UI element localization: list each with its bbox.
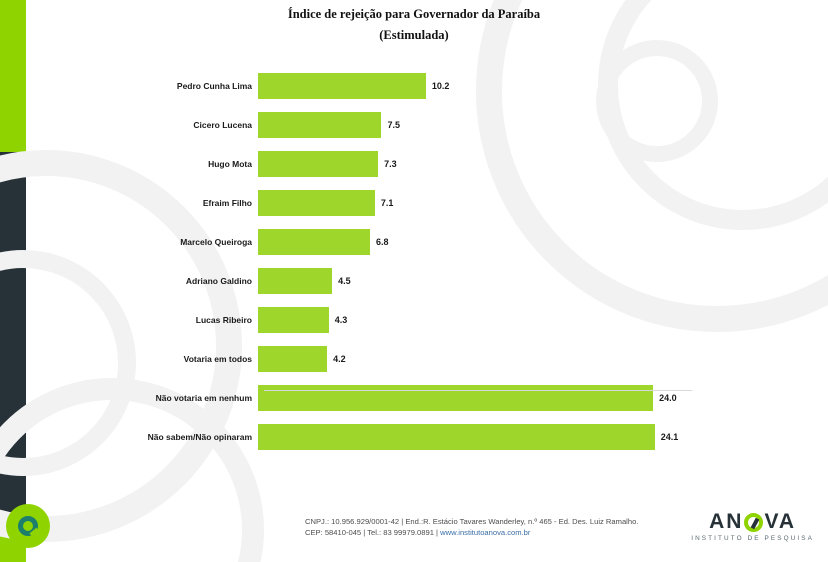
bar-chart: [0, 66, 828, 466]
brand-name: [691, 510, 814, 534]
bar-row: [0, 300, 828, 339]
bar-row: [0, 261, 828, 300]
footer-line-1: CNPJ.: 10.956.929/0001-42 | End.:R. Estácio Tavares Wanderley, n.º 465 - Ed. Des. Luiz Ramalho.: [305, 517, 639, 526]
bar-wrapper: [258, 385, 677, 411]
bar: [258, 307, 329, 333]
bar-row: [0, 66, 828, 105]
bar-row: [0, 222, 828, 261]
bar-value-label: 7.1: [380, 197, 394, 208]
bar-value-label: 24.1: [660, 431, 679, 442]
bar-category-label: Lucas Ribeiro: [195, 314, 252, 325]
bar-row: [0, 183, 828, 222]
bar-value-label: 7.5: [387, 119, 400, 130]
bar-category-label: Efraim Filho: [202, 197, 252, 208]
bar: [258, 268, 332, 294]
footer-contact-text: [305, 516, 638, 538]
bar: [258, 385, 653, 411]
bar-category-label: Votaria em todos: [183, 353, 252, 364]
bar-value-label: 7.3: [384, 158, 397, 169]
bar-category-label: Não sabem/Não opinaram: [147, 431, 252, 442]
bar-category-label: Pedro Cunha Lima: [176, 80, 252, 91]
bar: [258, 112, 381, 138]
footer-line-2: [305, 527, 638, 538]
bar: [258, 151, 378, 177]
chart-baseline: [264, 390, 692, 391]
bar: [258, 424, 655, 450]
bar-wrapper: [258, 424, 678, 450]
page-title: Índice de rejeição para Governador da Paraíba: [287, 7, 541, 21]
page-subtitle: (Estimulada): [379, 28, 449, 42]
bar-value-label: 24.0: [659, 392, 677, 403]
bar-wrapper: [258, 307, 347, 333]
bar-value-label: 6.8: [375, 236, 389, 247]
bar-value-label: 4.5: [338, 275, 351, 286]
bar-wrapper: [258, 229, 388, 255]
bar: [258, 73, 426, 99]
footer-line-2-prefix: CEP: 58410-045 | Tel.: 83 99979.0891 |: [305, 528, 441, 537]
brand-name-part-a: AN: [709, 510, 744, 533]
bar-value-label: 4.2: [333, 353, 346, 364]
bar-value-label: 4.3: [334, 314, 348, 325]
bar-row: [0, 105, 828, 144]
bar-wrapper: [258, 190, 393, 216]
brand-name-part-b: VA: [764, 510, 797, 533]
bar-row: [0, 339, 828, 378]
bar-wrapper: [258, 268, 351, 294]
brand-o-icon: [744, 513, 763, 532]
brand-tagline: INSTITUTO DE PESQUISA: [691, 535, 814, 542]
bar: [258, 190, 375, 216]
bar-category-label: Marcelo Queiroga: [180, 236, 252, 247]
brand-logo: [691, 510, 814, 542]
bar: [258, 229, 370, 255]
bar-wrapper: [258, 346, 346, 372]
bar-wrapper: [258, 151, 397, 177]
bar-wrapper: [258, 112, 400, 138]
bar-value-label: 10.2: [431, 80, 450, 91]
bar-row: [0, 378, 828, 417]
website-link[interactable]: www.institutoanova.com.br: [440, 528, 531, 537]
bar-wrapper: [258, 73, 449, 99]
bar-category-label: Adriano Galdino: [185, 275, 252, 286]
bar-category-label: Cicero Lucena: [193, 119, 252, 130]
footer: [0, 510, 828, 554]
bar: [258, 346, 327, 372]
bar-category-label: Hugo Mota: [208, 158, 252, 169]
bar-row: [0, 144, 828, 183]
chart-title-block: [0, 4, 828, 46]
bar-row: [0, 417, 828, 456]
bar-category-label: Não votaria em nenhum: [155, 392, 252, 403]
